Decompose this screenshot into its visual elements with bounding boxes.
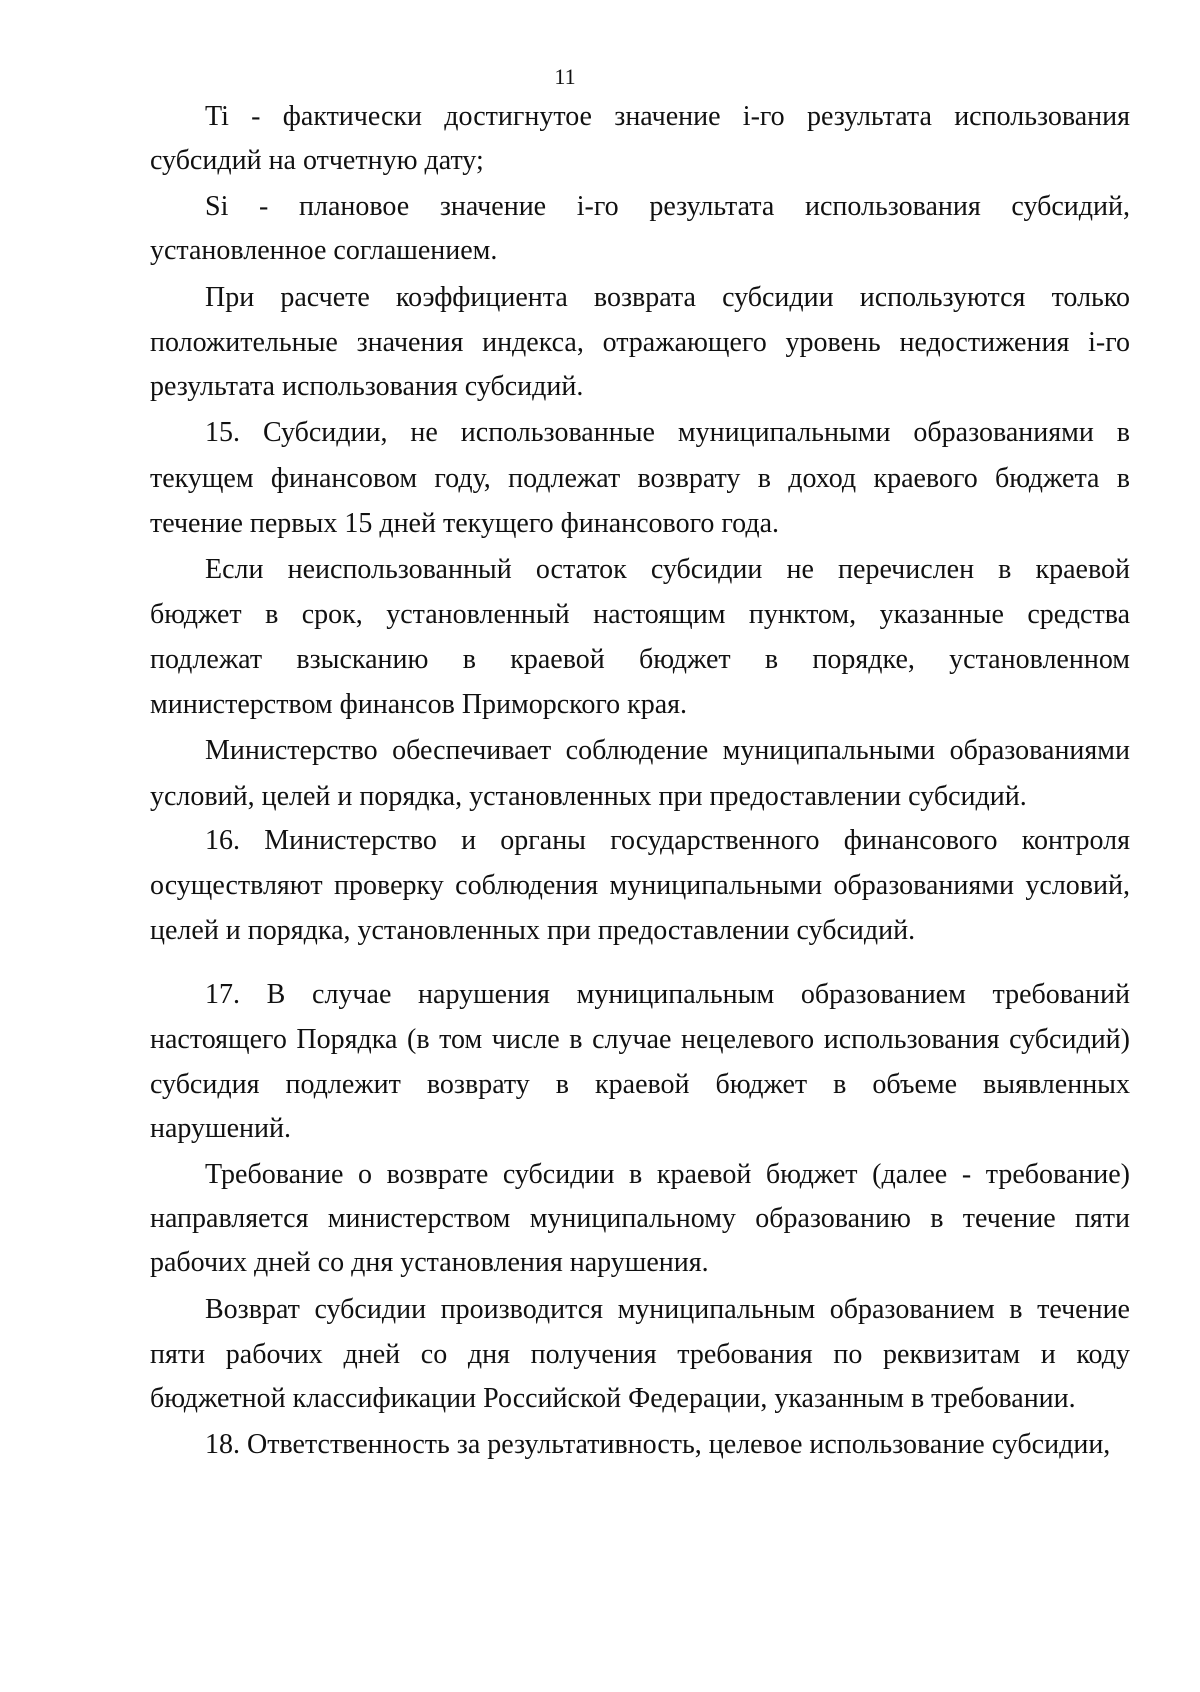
text-line: нарушений. bbox=[150, 1113, 291, 1144]
text-line: 18. Ответственность за результативность, целевое использование субсидии, bbox=[205, 1429, 1111, 1460]
text-line: условий, целей и порядка, установленных при предоставлении субсидий. bbox=[150, 781, 1027, 812]
text-line: осуществляют проверку соблюдения муниципальными образованиями условий, bbox=[150, 870, 1130, 901]
text-line: текущем финансовом году, подлежат возврату в доход краевого бюджета в bbox=[150, 463, 1130, 494]
text-line: 16. Министерство и органы государственного финансового контроля bbox=[205, 825, 1130, 856]
text-line: направляется министерством муниципальному образованию в течение пяти bbox=[150, 1203, 1130, 1234]
text-line: 15. Субсидии, не использованные муниципальными образованиями в bbox=[205, 417, 1130, 448]
text-line: подлежат взысканию в краевой бюджет в порядке, установленном bbox=[150, 644, 1130, 675]
text-line: Министерство обеспечивает соблюдение муниципальными образованиями bbox=[205, 735, 1130, 766]
text-line: Если неиспользованный остаток субсидии не перечислен в краевой bbox=[205, 554, 1130, 585]
text-line: Возврат субсидии производится муниципальным образованием в течение bbox=[205, 1294, 1130, 1325]
text-line: настоящего Порядка (в том числе в случае нецелевого использования субсидий) bbox=[150, 1024, 1130, 1055]
text-line: бюджетной классификации Российской Федерации, указанным в требовании. bbox=[150, 1383, 1076, 1414]
text-line: субсидия подлежит возврату в краевой бюджет в объеме выявленных bbox=[150, 1069, 1130, 1100]
text-line: Ti - фактически достигнутое значение i-го результата использования bbox=[205, 101, 1130, 132]
text-line: течение первых 15 дней текущего финансового года. bbox=[150, 508, 780, 539]
text-line: пяти рабочих дней со дня получения требования по реквизитам и коду bbox=[150, 1339, 1130, 1370]
text-line: При расчете коэффициента возврата субсидии используются только bbox=[205, 282, 1130, 313]
text-line: положительные значения индекса, отражающего уровень недостижения i-го bbox=[150, 327, 1130, 358]
text-line: министерством финансов Приморского края. bbox=[150, 689, 688, 720]
text-line: результата использования субсидий. bbox=[150, 371, 584, 402]
text-line: Si - плановое значение i-го результата использования субсидий, bbox=[205, 191, 1130, 222]
text-line: установленное соглашением. bbox=[150, 235, 498, 266]
text-line: рабочих дней со дня установления нарушения. bbox=[150, 1247, 709, 1278]
page-number: 11 bbox=[554, 64, 576, 89]
text-line: субсидий на отчетную дату; bbox=[150, 145, 484, 176]
text-line: целей и порядка, установленных при предоставлении субсидий. bbox=[150, 915, 916, 946]
text-line: бюджет в срок, установленный настоящим пунктом, указанные средства bbox=[150, 599, 1130, 630]
text-line: 17. В случае нарушения муниципальным образованием требований bbox=[205, 979, 1130, 1010]
text-line: Требование о возврате субсидии в краевой бюджет (далее - требование) bbox=[205, 1159, 1130, 1190]
